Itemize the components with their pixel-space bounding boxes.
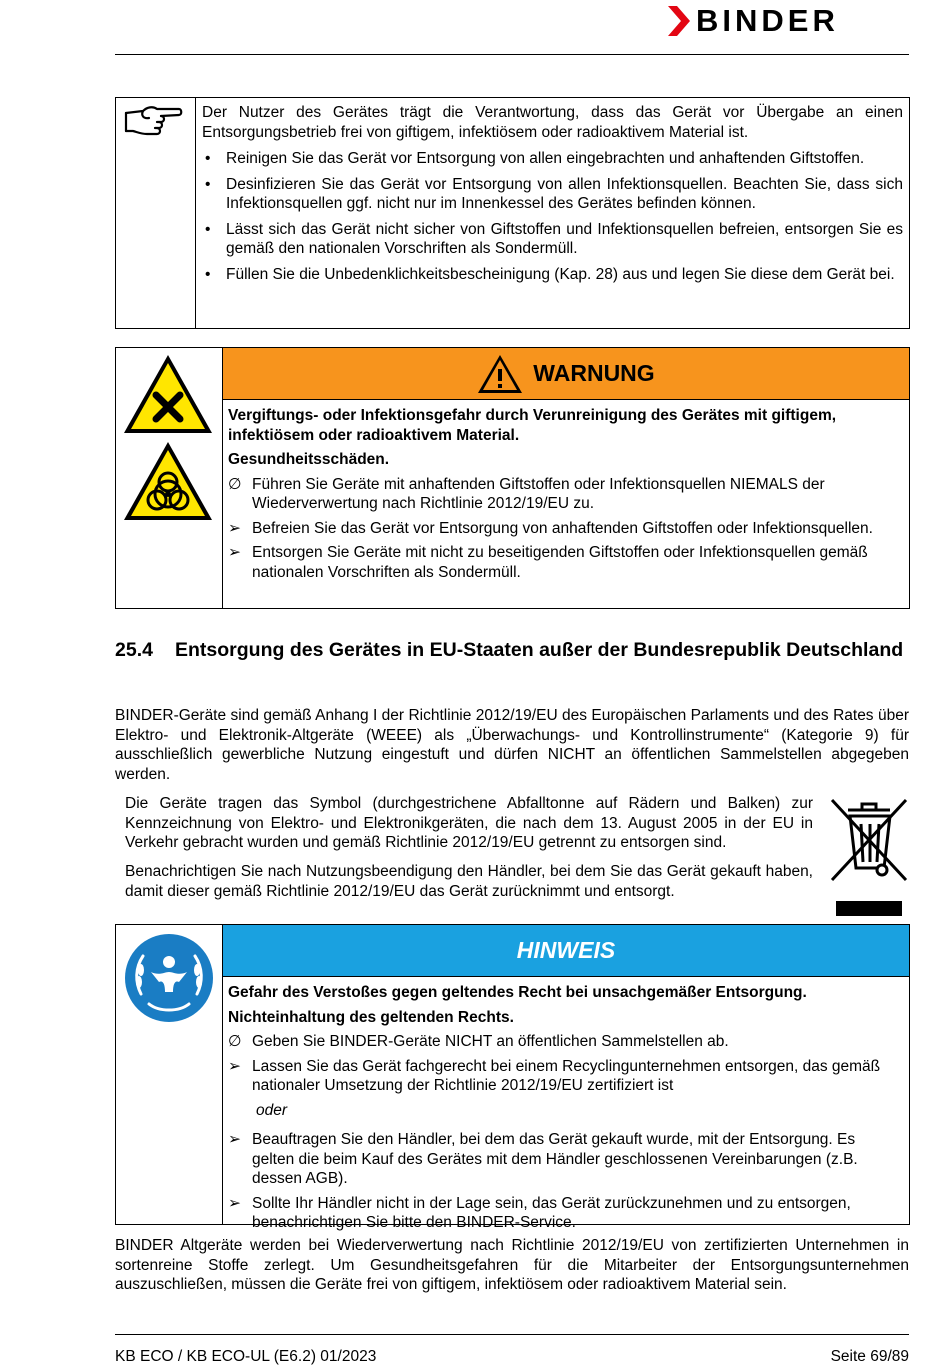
- list-item-text: Lassen Sie das Gerät fachgerecht bei einem Recyclingunternehmen entsorgen, das gemäß nationaler Umsetzung der Richtlinie 2012/19/EU zertifiziert ist: [252, 1057, 881, 1094]
- arrow-bullet-icon: ➢: [228, 544, 241, 561]
- footer-document-id: KB ECO / KB ECO-UL (E6.2) 01/2023: [115, 1348, 377, 1365]
- footer-page-number: Seite 69/89: [830, 1348, 909, 1365]
- arrow-bullet-icon: ➢: [228, 519, 241, 537]
- arrow-bullet-icon: ➢: [228, 1057, 241, 1075]
- paragraph-weee-symbol: Die Geräte tragen das Symbol (durchgestrichene Abfalltonne auf Rädern und Balken) zur Kennzeichnung von Elektro- und Elektronikgeräten, die nach dem 13. August 2005 in der EU in Verkehr gebracht wurden und gemäß Richtlinie 2012/19/EU getrennt zu entsorgen sind.: [125, 795, 813, 851]
- paragraph-weee-classification: BINDER-Geräte sind gemäß Anhang I der Richtlinie 2012/19/EU des Europäischen Parlaments und des Rates über Elektro- und Elektronik-Altgeräte (WEEE) als „Überwachungs- und Kontrollinstrumente“ (Kategorie 9) für ausschließlich gewerbliche Nutzung eingestuft und dürfen NICHT an öffentlichen Sammelstellen abgegeben werden.: [115, 707, 909, 783]
- note-content: [196, 98, 909, 328]
- list-item-text: Entsorgen Sie Geräte mit nicht zu beseitigenden Giftstoffen oder Infektionsquellen gemäß nationalen Vorschriften als Sondermüll.: [252, 544, 868, 581]
- biohazard-icon: [122, 440, 214, 522]
- notice-box: [115, 924, 910, 1231]
- warning-banner: [223, 348, 909, 400]
- warning-content: [223, 348, 909, 608]
- notice-hazard: Gefahr des Verstoßes gegen geltendes Recht bei unsachgemäßer Entsorgung.: [228, 984, 807, 1001]
- list-item: [228, 1101, 901, 1121]
- list-item: [228, 1194, 901, 1233]
- list-item-text: oder: [256, 1101, 288, 1119]
- toxic-hazard-icon: [122, 353, 214, 435]
- binder-logo-icon: [668, 6, 690, 36]
- note-box: [115, 97, 910, 329]
- warning-title: WARNUNG: [533, 359, 655, 386]
- list-item-text: Befreien Sie das Gerät vor Entsorgung von anhaftenden Giftstoffen oder Infektionsquellen.: [252, 519, 873, 537]
- prohibition-icon: ∅: [228, 475, 242, 493]
- note-intro: Der Nutzer des Gerätes trägt die Verantwortung, dass das Gerät vor Übergabe an einen Entsorgungsbetrieb frei von giftigem, infektiösem oder radioaktivem Material ist.: [202, 104, 903, 141]
- list-item: • Füllen Sie die Unbedenklichkeitsbescheinigung (Kap. 28) aus und legen Sie diese dem Gerät bei.: [202, 265, 903, 285]
- list-item-text: Beauftragen Sie den Händler, bei dem das Gerät gekauft wurde, mit der Entsorgung. Es gelten die beim Kauf des Gerätes mit dem Händler geschlossenen Vereinbarungen (z.B. dessen AGB).: [252, 1131, 858, 1187]
- section-heading: [115, 638, 909, 662]
- paragraph-recycling: BINDER Altgeräte werden bei Wiederverwertung nach Richtlinie 2012/19/EU von zertifizierten Unternehmen in sortenreine Stoffe zerlegt. Um Gesundheitsgefahren für die Mitarbeiter der Entsorgungsunternehmen auszuschließen, müssen die Geräte frei von giftigem, infektiösem oder radioaktivem Material sein.: [115, 1237, 909, 1293]
- binder-logo: [668, 3, 839, 38]
- warning-icon-cell: [116, 348, 223, 608]
- arrow-bullet-icon: ➢: [228, 1131, 241, 1148]
- exclamation-triangle-icon: [477, 354, 523, 394]
- warning-consequence: Gesundheitsschäden.: [228, 451, 390, 468]
- list-item: [228, 1130, 901, 1189]
- section-title: Entsorgung des Gerätes in EU-Staaten außer der Bundesrepublik Deutschland: [175, 639, 904, 661]
- note-icon-cell: [116, 98, 196, 328]
- list-item: • Reinigen Sie das Gerät vor Entsorgung von allen eingebrachten und anhaftenden Giftstoffen.: [202, 149, 903, 169]
- warning-hazard: Vergiftungs- oder Infektionsgefahr durch Verunreinigung des Gerätes mit giftigem, infektiösem oder radioaktivem Material.: [228, 407, 837, 444]
- footer-rule: [115, 1334, 909, 1335]
- list-item-text: Geben Sie BINDER-Geräte NICHT an öffentlichen Sammelstellen ab.: [252, 1033, 729, 1050]
- arrow-bullet-icon: ➢: [228, 1194, 241, 1212]
- notice-icon-cell: [116, 925, 223, 1224]
- note-bullet-list: [202, 149, 903, 284]
- notice-consequence: Nichteinhaltung des geltenden Rechts.: [228, 1008, 514, 1026]
- warning-box: [115, 347, 910, 609]
- list-item: [228, 475, 901, 514]
- list-item: [228, 543, 901, 582]
- list-item: • Lässt sich das Gerät nicht sicher von Giftstoffen und Infektionsquellen befreien, entsorgen Sie es gemäß den nationalen Vorschriften als Sondermüll.: [202, 220, 903, 259]
- list-item: [228, 519, 901, 539]
- pointing-hand-icon: [123, 103, 183, 147]
- list-item-text: Führen Sie Geräte mit anhaftenden Giftstoffen oder Infektionsquellen NIEMALS der Wiederverwertung nach Richtlinie 2012/19/EU zu.: [252, 475, 825, 512]
- prohibition-icon: ∅: [228, 1033, 242, 1050]
- header-rule: [115, 54, 909, 55]
- notice-title: HINWEIS: [516, 936, 616, 963]
- brand-name: BINDER: [696, 3, 839, 38]
- list-item: [228, 1057, 901, 1096]
- crossed-out-wheelie-bin-icon: [828, 796, 908, 918]
- notice-content: [223, 925, 909, 1231]
- warning-action-list: [228, 475, 901, 583]
- list-item: • Desinfizieren Sie das Gerät vor Entsorgung von allen Infektionsquellen. Beachten Sie, dass sich Infektionsquellen ggf. nicht nur im Innenkessel des Gerätes befinden können.: [202, 175, 903, 214]
- notice-banner: [223, 925, 909, 977]
- list-item-text: Sollte Ihr Händler nicht in der Lage sein, das Gerät zurückzunehmen und zu entsorgen, benachrichtigen Sie bitte den BINDER-Service.: [252, 1194, 851, 1231]
- notice-body: [223, 977, 909, 1233]
- paragraph-dealer-return: Benachrichtigen Sie nach Nutzungsbeendigung den Händler, bei dem Sie das Gerät gekauft haben, damit dieser gemäß Richtlinie 2012/19/EU das Gerät zurücknimmt und entsorgt.: [125, 863, 813, 900]
- blue-angel-environment-icon: [123, 932, 215, 1024]
- warning-body: [223, 400, 909, 582]
- notice-action-list: [228, 1032, 901, 1233]
- list-item: [228, 1032, 901, 1052]
- section-number: 25.4: [115, 639, 153, 661]
